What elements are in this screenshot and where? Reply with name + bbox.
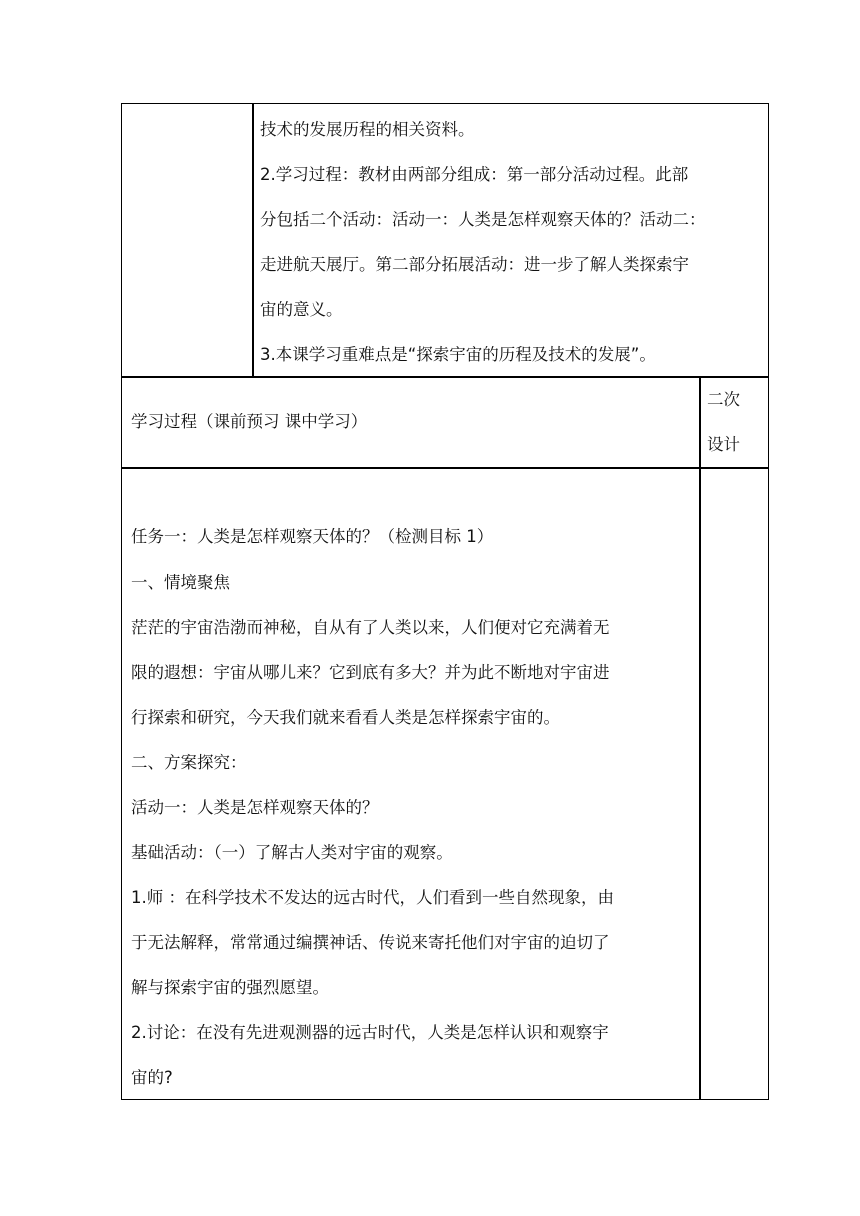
body-line: 茫茫的宇宙浩渤而神秘，自从有了人类以来，人们便对它充满着无 <box>131 618 610 637</box>
body-line: 行探索和研究，今天我们就来看看人类是怎样探索宇宙的。 <box>131 708 560 727</box>
body-line: 1.师 ：在科学技术不发达的远古时代，人们看到一些自然现象，由 <box>131 888 614 907</box>
column-divider-intro <box>252 103 254 377</box>
second-design-label: 设计 <box>707 435 740 454</box>
body-line: 活动一：人类是怎样观察天体的？ <box>131 798 379 817</box>
column-divider-design <box>699 376 701 1100</box>
intro-line: 技术的发展历程的相关资料。 <box>260 120 475 139</box>
body-line: 2.讨论：在没有先进观测器的远古时代，人类是怎样认识和观察宇 <box>131 1023 609 1042</box>
body-line: 限的遐想：宇宙从哪儿来？它到底有多大？并为此不断地对宇宙进 <box>131 663 610 682</box>
body-line: 基础活动：（一）了解古人类对宇宙的观察。 <box>131 843 453 862</box>
body-line: 一、情境聚焦 <box>131 573 230 592</box>
row-divider-header <box>121 467 769 469</box>
body-line: 宙的? <box>131 1068 173 1087</box>
row-divider-intro <box>121 376 769 378</box>
intro-line: 2.学习过程：教材由两部分组成：第一部分活动过程。此部 <box>260 165 689 184</box>
body-line: 任务一：人类是怎样观察天体的？（检测目标 1） <box>131 527 494 546</box>
second-design-label: 二次 <box>707 390 740 409</box>
process-label: 学习过程（课前预习 课中学习） <box>131 412 368 431</box>
intro-line: 分包括二个活动：活动一：人类是怎样观察天体的？活动二： <box>260 210 706 229</box>
intro-line: 宙的意义。 <box>260 300 343 319</box>
body-line: 于无法解释，常常通过编撰神话、传说来寄托他们对宇宙的迫切了 <box>131 933 610 952</box>
intro-line: 走进航天展厅。第二部分拓展活动：进一步了解人类探索宇 <box>260 255 689 274</box>
body-line: 二、方案探究： <box>131 753 247 772</box>
body-line: 解与探索宇宙的强烈愿望。 <box>131 978 329 997</box>
intro-line: 3.本课学习重难点是“探索宇宙的历程及技术的发展”。 <box>260 345 656 364</box>
